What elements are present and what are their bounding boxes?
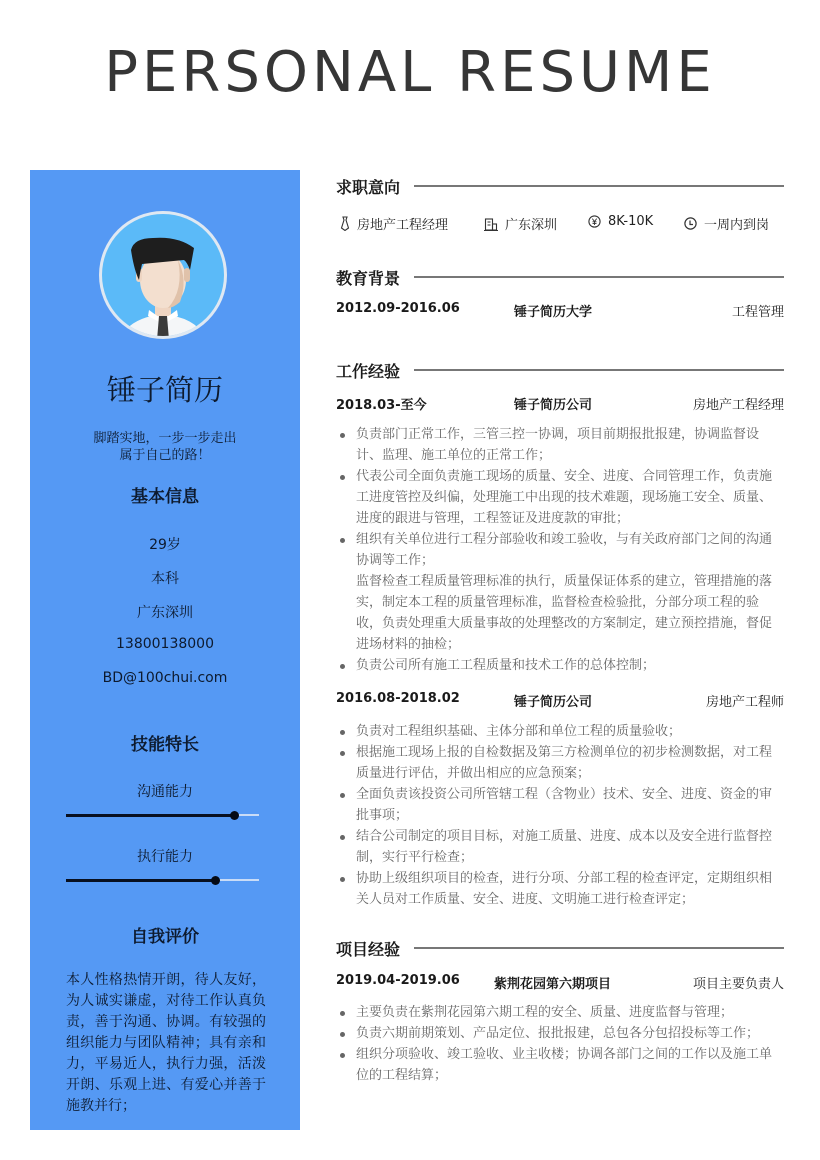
entry-major: 工程管理 — [731, 305, 784, 320]
work-entry — [336, 394, 784, 414]
basic-info-heading: 基本信息 — [131, 487, 199, 507]
section-divider — [414, 276, 784, 278]
work-bullets — [336, 721, 784, 910]
intent-salary: 8K-10K — [588, 214, 653, 229]
skill-fill — [66, 879, 215, 882]
skill-knob — [230, 811, 239, 820]
work-entry — [336, 691, 784, 711]
education-entry — [336, 301, 784, 321]
entry-company: 锤子简历公司 — [514, 398, 593, 413]
sidebar — [30, 170, 300, 1130]
entry-project: 紫荆花园第六期项目 — [494, 977, 612, 992]
list-item: 协助上级组织项目的检查，进行分项、分部工程的检查评定，定期组织相关人员对工作质量、安全、进度、文明施工进行检查评定； — [336, 868, 784, 910]
entry-date: 2019.04-2019.06 — [336, 973, 460, 988]
list-item: 结合公司制定的项目目标，对施工质量、进度、成本以及安全进行监督控制，实行平行检查； — [336, 826, 784, 868]
entry-school: 锤子简历大学 — [514, 305, 593, 320]
list-item: 负责部门正常工作，三管三控一协调，项目前期报批报建，协调监督设计、监理、施工单位的正常工作； — [336, 424, 784, 466]
skills-heading: 技能特长 — [131, 735, 199, 755]
entry-date: 2012.09-2016.06 — [336, 301, 460, 316]
tie-icon — [340, 216, 350, 231]
clock-icon — [684, 217, 697, 230]
list-item: 主要负责在紫荆花园第六期工程的安全、质量、进度监督与管理； — [336, 1002, 784, 1023]
skill-bar-execution — [66, 879, 259, 881]
work-bullets — [336, 424, 784, 676]
project-bullets — [336, 1002, 784, 1086]
section-divider — [414, 947, 784, 949]
section-title: 项目经验 — [336, 939, 401, 959]
project-entry — [336, 973, 784, 993]
info-education: 本科 — [151, 571, 179, 587]
work-heading — [336, 356, 784, 384]
job-intent-heading — [336, 172, 784, 200]
section-title: 工作经验 — [336, 361, 401, 381]
intent-position: 房地产工程经理 — [340, 214, 448, 233]
page-title: PERSONAL RESUME — [104, 40, 716, 105]
list-item: 负责公司所有施工工程质量和技术工作的总体控制； — [336, 655, 784, 676]
self-evaluation-text: 本人性格热情开朗，待人友好，为人诚实谦虚，对待工作认真负责，善于沟通、协调。有较强的组织能力与团队精神；具有亲和力，平易近人，执行力强，活泼开朗、乐观上进、有爱心并善于施教并行； — [66, 972, 266, 1114]
section-title: 求职意向 — [336, 177, 401, 197]
list-item: 根据施工现场上报的自检数据及第三方检测单位的初步检测数据，对工程质量进行评估，并做出相应的应急预案； — [336, 742, 784, 784]
job-intent-row — [336, 214, 784, 234]
intent-city: 广东深圳 — [484, 214, 557, 233]
entry-company: 锤子简历公司 — [514, 695, 593, 710]
info-age: 29岁 — [149, 537, 181, 553]
list-item: 全面负责该投资公司所管辖工程（含物业）技术、安全、进度、资金的审批事项； — [336, 784, 784, 826]
building-icon — [484, 217, 498, 231]
candidate-name: 锤子简历 — [106, 373, 223, 407]
skill-bar-communication — [66, 814, 259, 816]
education-heading — [336, 263, 784, 291]
list-item: 组织分项验收、竣工验收、业主收楼；协调各部门之间的工作以及施工单位的工程结算； — [336, 1044, 784, 1086]
list-item: 组织有关单位进行工程分部验收和竣工验收，与有关政府部门之间的沟通协调等工作； — [336, 529, 784, 571]
skill-label-communication: 沟通能力 — [137, 784, 193, 800]
list-item: 负责对工程组织基础、主体分部和单位工程的质量验收； — [336, 721, 784, 742]
info-phone: 13800138000 — [116, 636, 214, 652]
entry-role: 项目主要负责人 — [692, 977, 784, 992]
skill-fill — [66, 814, 234, 817]
projects-heading — [336, 934, 784, 962]
skill-label-execution: 执行能力 — [137, 849, 193, 865]
list-item: 监督检查工程质量管理标准的执行，质量保证体系的建立，管理措施的落实，制定本工程的质量管理标准，监督检查检验批，分部分项工程的验收，负责处理重大质量事故的处理整改的方案制定，建立预控措施，督促进场材料的抽检； — [356, 574, 773, 652]
section-title: 教育背景 — [336, 268, 401, 288]
entry-date: 2018.03-至今 — [336, 398, 427, 413]
male-avatar-icon — [98, 210, 228, 340]
info-email: BD@100chui.com — [102, 670, 228, 686]
entry-role: 房地产工程经理 — [692, 398, 784, 413]
section-divider — [414, 185, 784, 187]
intent-availability: 一周内到岗 — [684, 214, 769, 233]
self-evaluation-heading: 自我评价 — [131, 927, 199, 947]
motto: 脚踏实地，一步一步走出属于自己的路！ — [93, 431, 237, 463]
list-item: 负责六期前期策划、产品定位、报批报建，总包各分包招投标等工作； — [336, 1023, 784, 1044]
section-divider — [414, 369, 784, 371]
yen-icon — [588, 215, 601, 228]
info-location: 广东深圳 — [137, 605, 193, 621]
entry-role: 房地产工程师 — [705, 695, 784, 710]
entry-date: 2016.08-2018.02 — [336, 691, 460, 706]
skill-knob — [211, 876, 220, 885]
list-item: 代表公司全面负责施工现场的质量、安全、进度、合同管理工作，负责施工进度管控及纠偏，处理施工中出现的技术难题，现场施工安全、质量、进度的跟进与管理，工程签证及进度款的审批； — [336, 466, 784, 529]
